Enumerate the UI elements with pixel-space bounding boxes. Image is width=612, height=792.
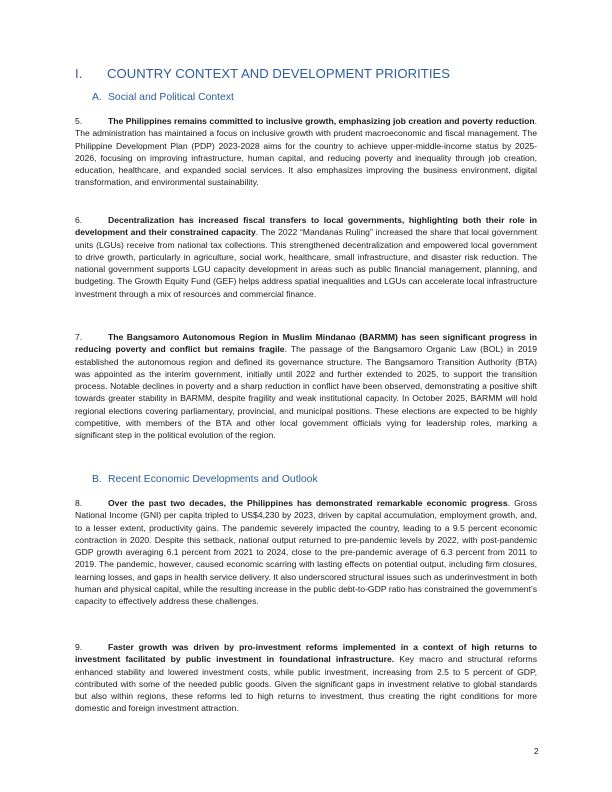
paragraph-8 [75,497,537,608]
subsection-heading-b [92,474,532,485]
paragraph-lead: Over the past two decades, the Philippines has demonstrated remarkable economic progress [108,498,508,508]
subsection-heading-a [92,92,532,103]
paragraph-lead: Faster growth was driven by pro-investment reforms implemented in a context of high returns to investment facilitated by public investment in foundational infrastructure. [75,642,537,665]
paragraph-number: 9. [75,642,83,652]
paragraph-lead: Decentralization has increased fiscal transfers to local governments, highlighting both their role in development and their constrained capacity [75,215,537,238]
paragraph-number: 5. [75,116,83,126]
section-heading [75,66,545,81]
paragraph-9 [75,641,537,715]
subsection-letter: A. [92,92,102,103]
paragraph-6 [75,214,537,300]
paragraph-number: 7. [75,332,83,342]
subsection-title: Recent Economic Developments and Outlook [108,474,318,485]
paragraph-number: 6. [75,215,83,225]
paragraph-body: . The administration has maintained a focus on inclusive growth with prudent macroeconomic and fiscal management. The Philippine Development Plan (PDP) 2023-2028 aims for the country to achieve upper-middle-income status by 2025-2026, focusing on improving infrastructure, human capital, and reducing poverty and inequality through job creation, education, healthcare, and expanded social services. It also emphasizes improving the business environment, digital transformation, and environmental sustainability. [75,116,537,188]
paragraph-lead: The Bangsamoro Autonomous Region in Muslim Mindanao (BARMM) has seen significant progress in reducing poverty and conflict but remains fragile [75,332,537,355]
paragraph-lead: The Philippines remains committed to inclusive growth, emphasizing job creation and poverty reduction [108,116,535,126]
section-title: COUNTRY CONTEXT AND DEVELOPMENT PRIORITIES [107,66,451,81]
page-number: 2 [534,746,539,756]
paragraph-body: . The passage of the Bangsamoro Organic Law (BOL) in 2019 established the autonomous region and defined its governance structure. The Bangsamoro Transition Authority (BTA) was appointed as the interim government, initially until 2022 and further extended to 2025, to support the transition process. Notable declines in poverty and a sharp reduction in conflict have been observed, demonstrating a positive shift towards greater stability in BARMM, despite fragility and weak institutional capacity. In October 2025, BARMM will hold regional elections covering parliamentary, provincial, and municipal positions. These elections are expected to be highly competitive, with members of the BTA and other local government officials vying for leadership roles, marking a significant step in the political evolution of the region. [75,344,537,441]
subsection-letter: B. [92,474,102,485]
paragraph-body: . Gross National Income (GNI) per capita tripled to US$4,230 by 2023, driven by capital accumulation, employment growth, and, to a lesser extent, productivity gains. The pandemic severely impacted the country, leading to a 9.5 percent economic contraction in 2020. Despite this setback, national output returned to pre-pandemic levels by 2022, with post-pandemic GDP growth averaging 6.1 percent from 2021 to 2024, close to the pre-pandemic average of 6.3 percent from 2011 to 2019. The pandemic, however, caused economic scarring with lasting effects on potential output, including firm closures, learning losses, and gaps in health service delivery. It also underscored structural issues such as underinvestment in both human and physical capital, while the resulting increase in the public debt-to-GDP ratio has constrained the government’s capacity to effectively address these challenges. [75,498,538,607]
section-number: I. [75,66,83,81]
subsection-title: Social and Political Context [108,92,234,103]
paragraph-body: . The 2022 “Mandanas Ruling” increased the share that local government units (LGUs) receive from national tax collections. This strengthened decentralization and empowered local government to drive growth, particularly in agriculture, social work, healthcare, small infrastructure, and disaster risk reduction. The national government supports LGU capacity development in areas such as public financial management, planning, and budgeting. The Growth Equity Fund (GEF) helps address spatial inequalities and LGUs can accelerate local infrastructure investment through a mix of resources and commercial finance. [75,227,537,299]
paragraph-7 [75,331,537,442]
paragraph-5 [75,115,537,189]
paragraph-body: Key macro and structural reforms enhanced stability and lowered investment costs, while public investment, increasing from 2.5 to 5 percent of GDP, contributed with some of the needed public goods. Given the significant gaps in investment relative to global standards but also within regions, these reforms led to high returns to investment, thus creating the right conditions for more domestic and foreign investment attraction. [75,654,537,714]
paragraph-number: 8. [75,498,83,508]
